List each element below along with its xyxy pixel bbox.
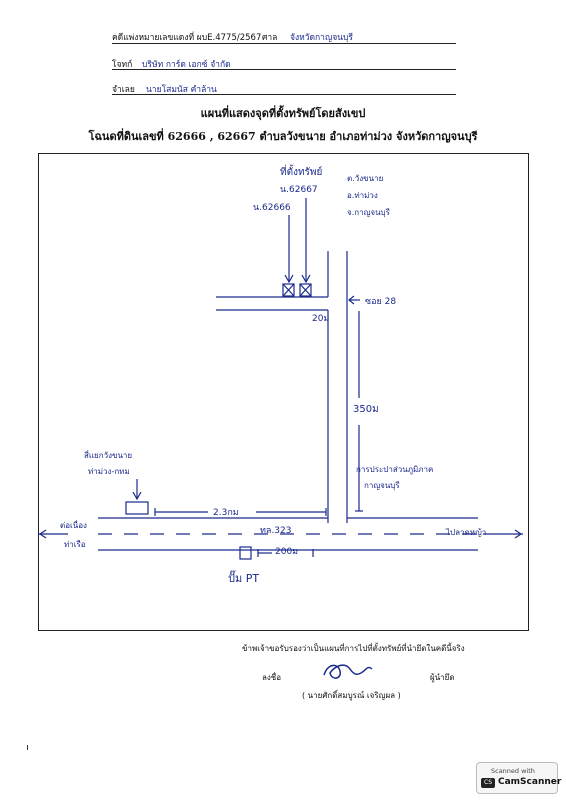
- location-note-1: ต.วังขนาย: [347, 174, 384, 183]
- court-value: จังหวัดกาญจนบุรี: [290, 33, 353, 43]
- location-note-2: อ.ท่าม่วง: [347, 191, 378, 200]
- camscanner-name: CamScanner: [498, 777, 562, 787]
- court-label: ศาล: [262, 33, 278, 43]
- pump-box: [240, 547, 251, 559]
- camscanner-badge: [476, 762, 562, 794]
- signature: [318, 657, 378, 685]
- camscanner-logo-icon: CS: [481, 778, 495, 788]
- case-number: คดีแพ่งหมายเลขแดงที่ ผบE.4775/2567: [112, 33, 262, 43]
- sign-label: ลงชื่อ: [262, 673, 282, 682]
- utility-note-2: กาญจนบุรี: [364, 481, 400, 490]
- dist-200-label: 200ม: [275, 547, 299, 557]
- landmark-note-2: ท่าม่วง-กทม: [88, 467, 130, 476]
- plaintiff-underline: [112, 69, 456, 70]
- role-label: ผู้นำยึด: [430, 673, 455, 682]
- utility-note-1: การประปาส่วนภูมิภาค: [356, 465, 434, 474]
- case-underline: [112, 43, 456, 44]
- scanned-with-text: Scanned with: [491, 767, 535, 775]
- deed-subtitle: โฉนดที่ดินเลขที่ 62666 , 62667 ตำบลวังขนาย อำเภอท่าม่วง จังหวัดกาญจนบุรี: [88, 130, 478, 143]
- defendant-label: จำเลย: [112, 85, 135, 95]
- dist-350-label: 350ม: [353, 404, 379, 415]
- pump-label: ปั๊ม PT: [228, 572, 260, 585]
- stray-mark: [27, 745, 28, 750]
- dist-23km-label: 2.3กม: [213, 508, 239, 518]
- certification-statement: ข้าพเจ้าขอรับรองว่าเป็นแผนที่การไปที่ตั้งทรัพย์ที่นำยึดในคดีนี้จริง: [242, 644, 465, 653]
- defendant-value: นายโสมนัส คำล้าน: [146, 85, 217, 95]
- location-note-3: จ.กาญจนบุรี: [347, 208, 390, 217]
- highway-label: ทล.323: [260, 526, 292, 536]
- plaintiff-label: โจทก์: [112, 60, 133, 70]
- landmark-note-1: สี่แยกวังขนาย: [84, 451, 133, 460]
- dist-20-label: 20ม: [312, 314, 330, 324]
- deed-62666-label: น.62666: [253, 203, 291, 213]
- soi-label: ซอย 28: [365, 297, 397, 307]
- location-map: [38, 153, 529, 631]
- left-destination-1: ต่อเนื่อง: [60, 521, 87, 530]
- landmark-box: [126, 502, 148, 514]
- signer-name: ( นายศักดิ์สมบูรณ์ เจริญผล ): [302, 691, 401, 700]
- map-title: แผนที่แสดงจุดที่ตั้งทรัพย์โดยสังเขป: [200, 107, 366, 120]
- deed-62667-label: น.62667: [280, 185, 318, 195]
- plaintiff-value: บริษัท การ์ด เอกซ์ จำกัด: [142, 60, 231, 70]
- defendant-underline: [112, 94, 456, 95]
- property-label: ที่ตั้งทรัพย์: [280, 167, 323, 178]
- right-destination: ไปลาดหญ้า: [446, 528, 487, 537]
- left-destination-2: ท่าเรือ: [64, 540, 86, 549]
